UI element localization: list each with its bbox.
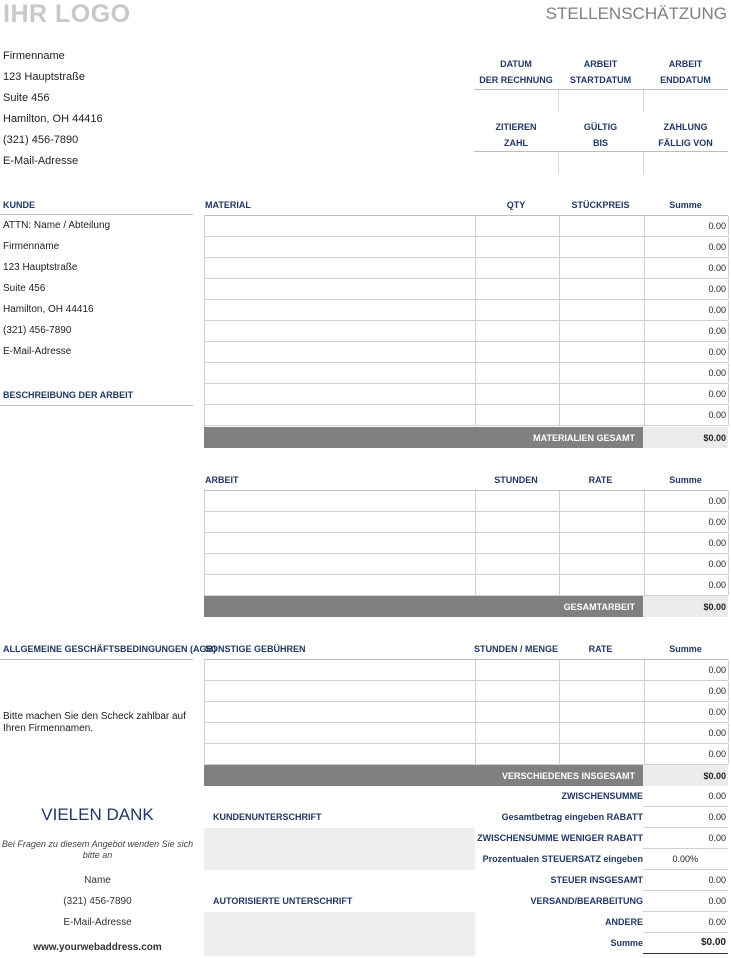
cell-divider: [728, 363, 729, 383]
cell-divider: [644, 702, 645, 722]
summary-subtotal-value: 0.00: [708, 791, 726, 801]
terms-heading: ALLGEMEINE GESCHÄFTSBEDINGUNGEN (AGB): [3, 644, 217, 654]
materials-row-amount: 0.00: [708, 284, 726, 294]
cell-divider: [475, 342, 476, 362]
labor-total-label: GESAMTARBEIT: [204, 596, 643, 617]
summary-line: [643, 848, 728, 849]
materials-row[interactable]: [204, 321, 728, 342]
misc-row[interactable]: [204, 681, 728, 702]
misc-total-label: VERSCHIEDENES INSGESAMT: [204, 765, 643, 786]
cell-divider: [475, 575, 476, 595]
cell-divider: [475, 723, 476, 743]
cell-divider: [559, 405, 560, 425]
company-email: E-Mail-Adresse: [3, 155, 79, 167]
contact-name: Name: [84, 875, 111, 886]
cell-divider: [475, 660, 476, 680]
document-title: STELLENSCHÄTZUNG: [545, 4, 727, 23]
company-suite: Suite 456: [3, 92, 50, 104]
materials-row[interactable]: [204, 405, 728, 426]
labor-row-amount: 0.00: [708, 580, 726, 590]
labor-row[interactable]: [204, 512, 728, 533]
cell-divider: [475, 405, 476, 425]
meta-date-header: [474, 56, 558, 88]
cell-divider: [559, 300, 560, 320]
meta-date-l1: DATUM: [500, 59, 532, 69]
meta-due-l2: FÄLLIG VON: [658, 138, 713, 148]
cell-divider: [644, 216, 645, 236]
cell-divider: [559, 384, 560, 404]
meta-quote-l1: ZITIEREN: [495, 122, 537, 132]
meta-due-l1: ZAHLUNG: [663, 122, 708, 132]
misc-col-fees: SONSTIGE GEBÜHREN: [205, 644, 306, 654]
cell-divider: [644, 237, 645, 257]
cell-divider: [644, 342, 645, 362]
cell-divider: [728, 321, 729, 341]
cell-divider: [644, 491, 645, 511]
labor-row[interactable]: [204, 533, 728, 554]
meta-cell-sep: [558, 152, 559, 174]
summary-total-label: Summe: [610, 938, 643, 948]
work-description-divider: [0, 405, 193, 406]
materials-row-amount: 0.00: [708, 326, 726, 336]
cell-divider: [475, 258, 476, 278]
cell-divider: [728, 660, 729, 680]
materials-total-label: MATERIALIEN GESAMT: [204, 427, 643, 448]
materials-row-amount: 0.00: [708, 410, 726, 420]
labor-row[interactable]: [204, 575, 728, 596]
cell-divider: [728, 384, 729, 404]
labor-row-amount: 0.00: [708, 538, 726, 548]
cell-divider: [728, 512, 729, 532]
materials-total-value: $0.00: [643, 427, 728, 448]
cell-divider: [728, 405, 729, 425]
cell-divider: [559, 512, 560, 532]
misc-row-amount: 0.00: [708, 728, 726, 738]
customer-suite: Suite 456: [3, 283, 46, 294]
cell-divider: [644, 300, 645, 320]
cell-divider: [475, 279, 476, 299]
cell-divider: [559, 554, 560, 574]
materials-col-unitprice: STÜCKPREIS: [571, 200, 630, 210]
summary-tax-value: 0.00: [708, 875, 726, 885]
company-city: Hamilton, OH 44416: [3, 113, 103, 125]
materials-col-total: Summe: [669, 200, 702, 210]
summary-line: [643, 890, 728, 891]
meta-end-l2: ENDDATUM: [660, 75, 711, 85]
meta-valid-header: [558, 119, 643, 151]
misc-total-value: $0.00: [643, 765, 728, 786]
cell-divider: [644, 660, 645, 680]
cell-divider: [559, 744, 560, 764]
terms-divider: [0, 659, 193, 660]
customer-attn: ATTN: Name / Abteilung: [3, 220, 111, 231]
meta-divider-1: [474, 89, 728, 90]
cell-divider: [559, 491, 560, 511]
meta-start-header: [558, 56, 643, 88]
cell-divider: [559, 723, 560, 743]
authorized-signature-field[interactable]: [204, 912, 475, 956]
meta-date-l2: DER RECHNUNG: [479, 75, 553, 85]
customer-company: Firmenname: [3, 241, 60, 252]
logo: IHR LOGO: [3, 0, 131, 28]
meta-end-header: [643, 56, 728, 88]
cell-divider: [475, 384, 476, 404]
materials-row[interactable]: [204, 384, 728, 405]
labor-row[interactable]: [204, 491, 728, 512]
summary-line: [643, 806, 728, 807]
meta-quote-l2: ZAHL: [504, 138, 528, 148]
summary-discount-label: Gesamtbetrag eingeben RABATT: [501, 812, 643, 822]
cell-divider: [728, 723, 729, 743]
summary-discount-value[interactable]: 0.00: [708, 812, 726, 822]
cell-divider: [559, 342, 560, 362]
materials-col-qty: QTY: [506, 200, 526, 210]
contact-prompt: Bei Fragen zu diesem Angebot wenden Sie sich bitte an: [1, 839, 194, 860]
cell-divider: [728, 237, 729, 257]
customer-city: Hamilton, OH 44416: [3, 304, 94, 315]
cell-divider: [475, 681, 476, 701]
summary-line: [643, 911, 728, 912]
cell-divider: [728, 681, 729, 701]
materials-row-amount: 0.00: [708, 305, 726, 315]
customer-signature-field[interactable]: [204, 828, 475, 870]
labor-col-hours: STUNDEN: [494, 475, 538, 485]
labor-row-amount: 0.00: [708, 496, 726, 506]
cell-divider: [559, 363, 560, 383]
misc-row-amount: 0.00: [708, 665, 726, 675]
materials-row[interactable]: [204, 342, 728, 363]
contact-phone: (321) 456-7890: [63, 896, 132, 907]
contact-email: E-Mail-Adresse: [63, 917, 132, 928]
misc-row[interactable]: [204, 702, 728, 723]
cell-divider: [475, 554, 476, 574]
cell-divider: [559, 237, 560, 257]
labor-row[interactable]: [204, 554, 728, 575]
meta-divider-2: [474, 151, 728, 152]
cell-divider: [644, 384, 645, 404]
authorized-signature-label: AUTORISIERTE UNTERSCHRIFT: [213, 896, 353, 906]
summary-line: [643, 932, 728, 933]
cell-divider: [728, 258, 729, 278]
materials-row[interactable]: [204, 237, 728, 258]
meta-quote-header: [474, 119, 558, 151]
cell-divider: [559, 660, 560, 680]
cell-divider: [728, 491, 729, 511]
cell-divider: [728, 702, 729, 722]
terms-text: Bitte machen Sie den Scheck zahlbar auf Ihren Firmennamen.: [3, 711, 186, 734]
materials-row[interactable]: [204, 216, 728, 237]
cell-divider: [644, 744, 645, 764]
company-street: 123 Hauptstraße: [3, 71, 85, 83]
cell-divider: [475, 237, 476, 257]
meta-cell-sep: [643, 152, 644, 174]
work-description-heading: BESCHREIBUNG DER ARBEIT: [3, 390, 134, 400]
cell-divider: [644, 258, 645, 278]
cell-divider: [559, 258, 560, 278]
summary-shipping-label: VERSAND/BEARBEITUNG: [530, 896, 643, 906]
materials-row[interactable]: [204, 363, 728, 384]
materials-row-amount: 0.00: [708, 242, 726, 252]
cell-divider: [728, 744, 729, 764]
summary-other-value[interactable]: 0.00: [708, 917, 726, 927]
cell-divider: [644, 575, 645, 595]
misc-col-total: Summe: [669, 644, 702, 654]
summary-tax-label: STEUER INSGESAMT: [550, 875, 643, 885]
cell-divider: [644, 405, 645, 425]
misc-row-amount: 0.00: [708, 707, 726, 717]
customer-divider: [0, 214, 193, 215]
summary-subtotal-less-value: 0.00: [708, 833, 726, 843]
misc-row[interactable]: [204, 723, 728, 744]
cell-divider: [559, 575, 560, 595]
cell-divider: [644, 554, 645, 574]
materials-row-amount: 0.00: [708, 368, 726, 378]
customer-phone: (321) 456-7890: [3, 325, 72, 336]
meta-cell-sep: [558, 90, 559, 112]
materials-row-amount: 0.00: [708, 221, 726, 231]
cell-divider: [475, 533, 476, 553]
cell-divider: [728, 575, 729, 595]
summary-total-value: $0.00: [700, 937, 726, 948]
materials-row[interactable]: [204, 279, 728, 300]
cell-divider: [559, 321, 560, 341]
website-link[interactable]: www.yourwebaddress.com: [33, 942, 162, 953]
summary-taxrate-value[interactable]: 0.00%: [672, 854, 698, 864]
cell-divider: [728, 279, 729, 299]
labor-col-total: Summe: [669, 475, 702, 485]
materials-row[interactable]: [204, 258, 728, 279]
company-name: Firmenname: [3, 50, 65, 62]
cell-divider: [559, 681, 560, 701]
labor-row-amount: 0.00: [708, 517, 726, 527]
summary-shipping-value[interactable]: 0.00: [708, 896, 726, 906]
cell-divider: [644, 681, 645, 701]
summary-taxrate-label: Prozentualen STEUERSATZ eingeben: [482, 854, 643, 864]
customer-signature-label: KUNDENUNTERSCHRIFT: [213, 812, 322, 822]
summary-subtotal-label: ZWISCHENSUMME: [561, 791, 643, 801]
cell-divider: [728, 342, 729, 362]
customer-email: E-Mail-Adresse: [3, 346, 72, 357]
company-phone: (321) 456-7890: [3, 134, 79, 146]
cell-divider: [559, 533, 560, 553]
thank-you: VIELEN DANK: [41, 805, 154, 824]
cell-divider: [475, 216, 476, 236]
labor-col-rate: RATE: [588, 475, 613, 485]
summary-line: [643, 827, 728, 828]
labor-col-labor: ARBEIT: [205, 475, 239, 485]
cell-divider: [644, 723, 645, 743]
labor-total-value: $0.00: [643, 596, 728, 617]
materials-row-amount: 0.00: [708, 263, 726, 273]
cell-divider: [728, 554, 729, 574]
cell-divider: [728, 216, 729, 236]
meta-end-l1: ARBEIT: [668, 59, 703, 69]
meta-cell-sep: [643, 90, 644, 112]
cell-divider: [475, 744, 476, 764]
cell-divider: [475, 702, 476, 722]
cell-divider: [475, 363, 476, 383]
cell-divider: [559, 279, 560, 299]
meta-valid-l2: BIS: [592, 138, 608, 148]
summary-subtotal-less-label: ZWISCHENSUMME WENIGER RABATT: [477, 833, 643, 843]
cell-divider: [475, 321, 476, 341]
customer-street: 123 Hauptstraße: [3, 262, 78, 273]
customer-heading: KUNDE: [3, 200, 36, 210]
meta-due-header: [643, 119, 728, 151]
meta-valid-l1: GÜLTIG: [583, 122, 618, 132]
materials-col-material: MATERIAL: [205, 200, 251, 210]
cell-divider: [728, 533, 729, 553]
meta-start-l1: ARBEIT: [583, 59, 618, 69]
cell-divider: [728, 300, 729, 320]
cell-divider: [644, 321, 645, 341]
materials-row-amount: 0.00: [708, 389, 726, 399]
cell-divider: [644, 533, 645, 553]
misc-col-rate: RATE: [588, 644, 613, 654]
cell-divider: [559, 702, 560, 722]
misc-row-amount: 0.00: [708, 686, 726, 696]
cell-divider: [475, 491, 476, 511]
cell-divider: [644, 279, 645, 299]
summary-line: [643, 869, 728, 870]
cell-divider: [644, 512, 645, 532]
labor-row-amount: 0.00: [708, 559, 726, 569]
misc-row[interactable]: [204, 744, 728, 765]
summary-other-label: ANDERE: [604, 917, 643, 927]
summary-total-line: [643, 953, 728, 954]
materials-row[interactable]: [204, 300, 728, 321]
materials-row-amount: 0.00: [708, 347, 726, 357]
meta-start-l2: STARTDATUM: [569, 75, 632, 85]
cell-divider: [475, 300, 476, 320]
misc-row[interactable]: [204, 660, 728, 681]
cell-divider: [475, 512, 476, 532]
misc-col-qty: STUNDEN / MENGE: [474, 644, 559, 654]
cell-divider: [559, 216, 560, 236]
misc-row-amount: 0.00: [708, 749, 726, 759]
cell-divider: [644, 363, 645, 383]
